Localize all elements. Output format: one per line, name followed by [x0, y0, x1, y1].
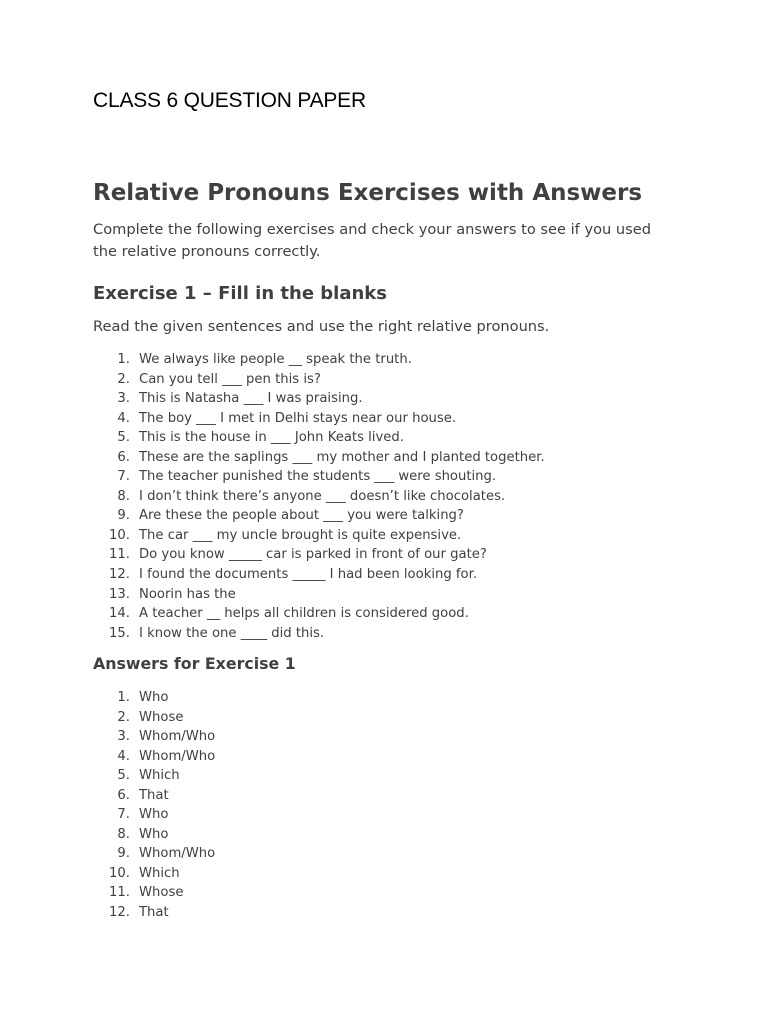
answer-text: That: [139, 905, 169, 921]
question-text: The car ___ my uncle brought is quite expensive.: [139, 527, 462, 543]
question-number: 1.: [117, 352, 130, 367]
question-number: 11.: [109, 547, 130, 563]
answer-number: 11.: [109, 885, 130, 901]
main-heading: Relative Pronouns Exercises with Answers: [93, 180, 643, 206]
answer-text: Who: [139, 690, 169, 705]
question-number: 7.: [117, 469, 130, 485]
answer-text: Who: [139, 826, 169, 842]
question-number: 15.: [109, 625, 130, 641]
answer-number: 10.: [109, 865, 130, 881]
answer-text: Which: [139, 865, 180, 881]
question-text: I found the documents _____ I had been looking for.: [139, 567, 478, 583]
question-text: Are these the people about ___ you were talking?: [139, 508, 464, 524]
question-number: 3.: [117, 391, 130, 407]
answer-number: 6.: [117, 787, 130, 803]
question-text: I know the one ____ did this.: [139, 625, 325, 641]
question-text: These are the saplings ___ my mother and I planted together.: [139, 449, 545, 465]
answer-number: 5.: [117, 768, 130, 784]
answer-number: 9.: [117, 846, 130, 862]
question-text: A teacher __ helps all children is considered good.: [139, 606, 469, 622]
question-text: This is the house in ___ John Keats lived.: [139, 430, 404, 446]
answer-number: 8.: [117, 826, 130, 842]
question-number: 6.: [117, 449, 130, 465]
exercise-1-heading: Exercise 1 – Fill in the blanks: [93, 283, 387, 304]
question-text: Noorin has the: [139, 586, 236, 602]
question-number: 8.: [117, 488, 130, 504]
answer-number: 3.: [117, 729, 130, 745]
answer-text: Whom/Who: [139, 846, 216, 862]
question-number: 13.: [109, 586, 130, 602]
question-text: Do you know _____ car is parked in front of our gate?: [139, 547, 487, 563]
question-text: I don’t think there’s anyone ___ doesn’t like chocolates.: [139, 488, 506, 504]
question-number: 4.: [117, 410, 130, 426]
answer-text: Whose: [139, 885, 184, 901]
question-text: The teacher punished the students ___ were shouting.: [139, 469, 497, 485]
question-number: 12.: [109, 567, 130, 583]
answer-text: Whom/Who: [139, 729, 216, 745]
answer-text: Which: [139, 768, 180, 784]
question-text: We always like people __ speak the truth.: [139, 352, 412, 367]
answer-number: 4.: [117, 748, 130, 764]
question-text: This is Natasha ___ I was praising.: [139, 391, 363, 407]
document-title: CLASS 6 QUESTION PAPER: [93, 89, 366, 112]
answer-number: 1.: [117, 690, 130, 705]
answer-text: Whom/Who: [139, 748, 216, 764]
question-text: Can you tell ___ pen this is?: [139, 371, 321, 387]
answer-number: 2.: [117, 709, 130, 725]
answers-1-heading: Answers for Exercise 1: [93, 654, 296, 673]
intro-paragraph: Complete the following exercises and check your answers to see if you used the relative pronouns correctly.: [93, 221, 652, 260]
answer-number: 12.: [109, 905, 130, 921]
question-text: The boy ___ I met in Delhi stays near our house.: [139, 410, 457, 426]
answer-text: Whose: [139, 709, 184, 725]
answer-text: Who: [139, 807, 169, 823]
answer-text: That: [139, 787, 169, 803]
question-number: 14.: [109, 606, 130, 622]
answer-number: 7.: [117, 807, 130, 823]
question-number: 5.: [117, 430, 130, 446]
exercise-1-instruction: Read the given sentences and use the right relative pronouns.: [93, 318, 550, 335]
question-number: 2.: [117, 371, 130, 387]
question-number: 9.: [117, 508, 130, 524]
question-number: 10.: [109, 527, 130, 543]
